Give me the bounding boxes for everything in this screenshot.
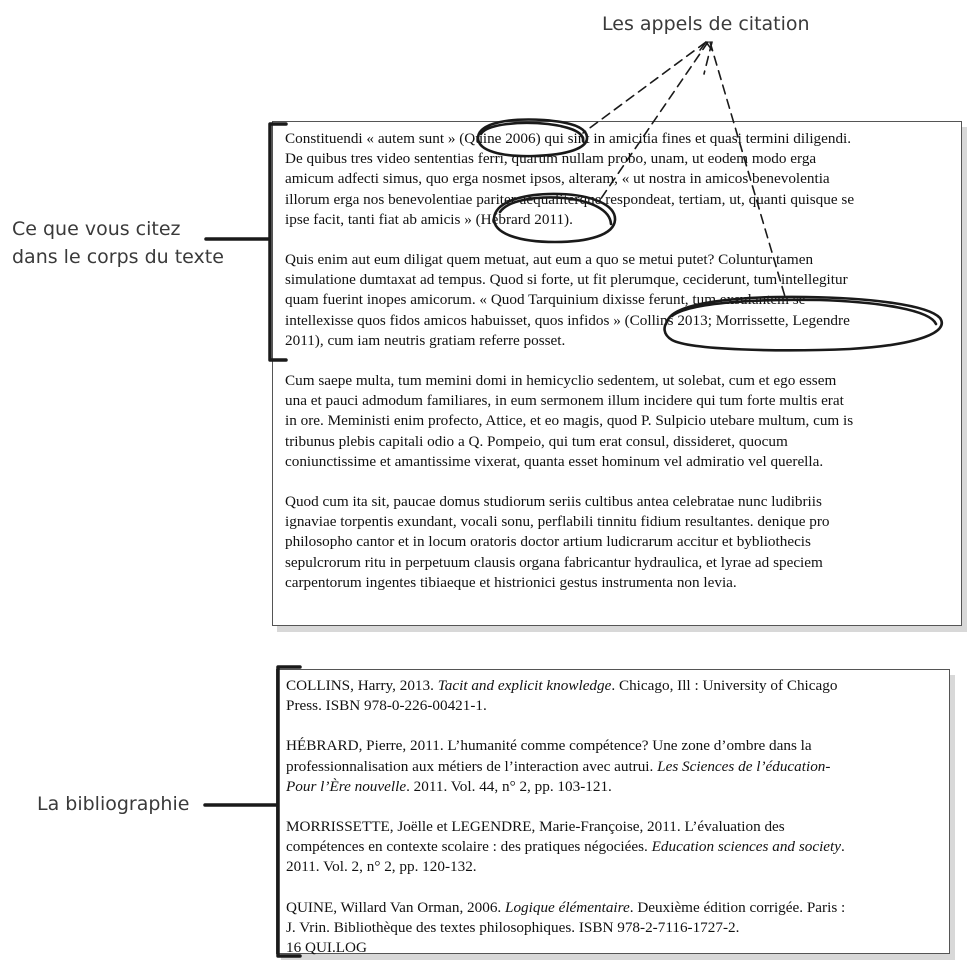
text-line: Constituendi « autem sunt » (Quine 2006) qui sint in amicitia fines et quasi termini diligendi. <box>285 130 852 147</box>
bibliography-list <box>286 676 845 958</box>
entry-line: 16 QUI.LOG <box>286 939 367 957</box>
text-line: Quis enim aut eum diligat quem metuat, aut eum a quo se metui putet? Coluntur tamen <box>285 251 814 269</box>
text-line: una et pauci admodum familiares, in eum sermonem illum incidere qui tum forte multis erat <box>285 392 844 410</box>
document-body <box>285 129 854 593</box>
paragraph-1 <box>285 129 854 230</box>
text-line: quam fuerint inopes amicorum. « Quod Tarquinium dixisse ferunt, tum exsulantem se <box>285 291 806 309</box>
bibliography-entry-collins <box>286 676 845 716</box>
entry-line: MORRISSETTE, Joëlle et LEGENDRE, Marie-Françoise, 2011. L’évaluation des <box>286 818 785 836</box>
text-line: sepulcrorum ritu in perpetuum clausis organa fabricantur hydraulica, et lyrae ad speciem <box>285 553 823 571</box>
entry-line: COLLINS, Harry, 2013. Tacit and explicit knowledge. Chicago, Ill : University of Chicago <box>286 677 838 694</box>
text-line: 2011), cum iam neutris gratiam referre posset. <box>285 331 566 349</box>
text-line: intellexisse quos fidos amicos habuisset, quos infidos » (Collins 2013; Morrissette, Legendre <box>285 311 850 329</box>
in-text-label-line-2: dans le corps du texte <box>12 246 224 268</box>
entry-line: professionnalisation aux métiers de l’interaction avec autrui. Les Sciences de l’éducation- <box>286 757 831 775</box>
pointer-collins-2 <box>704 42 712 74</box>
entry-line: Press. ISBN 978-0-226-00421-1. <box>286 697 487 715</box>
text-line: carpentorum ingentes tibiaeque et histrionici gestus instrumenta non levia. <box>285 573 737 591</box>
entry-line: 2011. Vol. 2, n° 2, pp. 120-132. <box>286 858 477 876</box>
text-line: in ore. Meministi enim profecto, Attice, et eo magis, quod P. Sulpicio utebare multum, cum is <box>285 412 854 430</box>
text-line: amicum adfecti simus, quo erga nosmet ipsos, alteram, « ut nostra in amicos benevolentia <box>285 170 830 188</box>
bibliography-entry-morrissette <box>286 817 845 878</box>
text-line: coniunctissime et amantissime vixerat, quanta esset hominum vel admiratio vel querella. <box>285 452 824 470</box>
bibliography-label: La bibliographie <box>37 793 190 815</box>
text-line: ipse facit, tanti fiat ab amicis » (Hébrard 2011). <box>285 210 573 228</box>
entry-line: compétences en contexte scolaire : des pratiques négociées. Education sciences and society. <box>286 838 845 856</box>
text-line: illorum erga nos benevolentiae pariter aequaliterque respondeat, tertiam, ut, quanti quisque se <box>285 190 855 208</box>
in-text-label-line-1: Ce que vous citez <box>12 218 181 240</box>
text-line: De quibus tres video sententias ferri, quarum nullam probo, unam, ut eodem modo erga <box>285 150 817 168</box>
bibliography-entry-quine <box>286 898 845 959</box>
citation-calls-label: Les appels de citation <box>602 13 810 35</box>
text-line: simulatione dumtaxat ad tempus. Quod si forte, ut fit plerumque, ceciderunt, tum intellegitur <box>285 271 848 289</box>
pointer-quine <box>583 42 706 133</box>
in-text-citation-label <box>12 215 224 271</box>
entry-line: J. Vrin. Bibliothèque des textes philosophiques. ISBN 978-2-7116-1727-2. <box>286 918 740 936</box>
paragraph-4 <box>285 492 854 593</box>
paragraph-3 <box>285 371 854 472</box>
paragraph-2 <box>285 250 854 351</box>
entry-line: HÉBRARD, Pierre, 2011. L’humanité comme compétence? Une zone d’ombre dans la <box>286 737 812 755</box>
text-line: Cum saepe multa, tum memini domi in hemicyclio sedentem, ut solebat, cum et ego essem <box>285 372 837 390</box>
text-line: philosopho cantor et in locum oratoris doctor artium ludicrarum accitur et bybliothecis <box>285 533 811 551</box>
entry-line: Pour l’Ère nouvelle. 2011. Vol. 44, n° 2, pp. 103-121. <box>286 777 612 795</box>
pointer-tick <box>700 42 712 50</box>
bibliography-entry-hebrard <box>286 736 845 797</box>
entry-line: QUINE, Willard Van Orman, 2006. Logique élémentaire. Deuxième édition corrigée. Paris : <box>286 898 846 916</box>
text-line: ignaviae torpentis exundant, vocali sonu, perflabili tinnitu fidium resultantes. denique pro <box>285 513 830 531</box>
text-line: Quod cum ita sit, paucae domus studiorum seriis cultibus antea celebratae nunc ludibriis <box>285 493 822 511</box>
text-line: tribunus plebis capitali odio a Q. Pompeio, qui tum erat consul, dissideret, quocum <box>285 432 788 450</box>
